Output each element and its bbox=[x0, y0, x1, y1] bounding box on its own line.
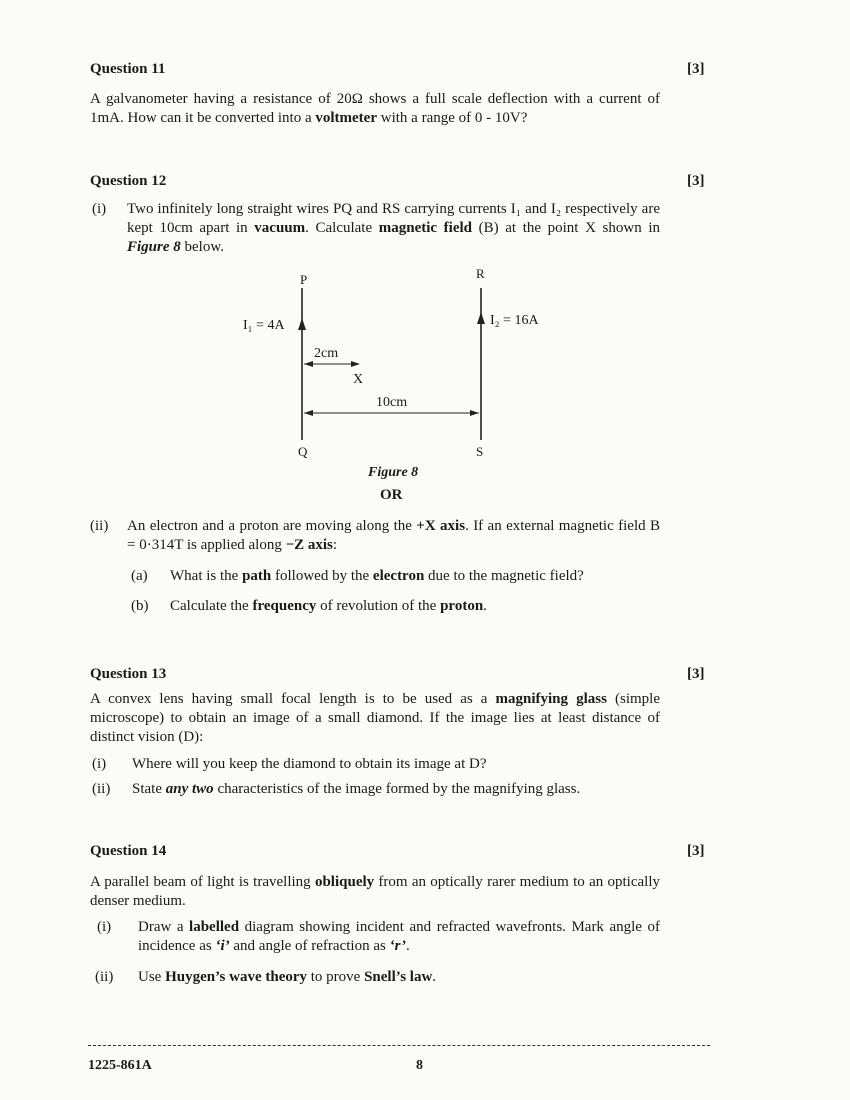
q12-sub-b-num: (b) bbox=[131, 598, 149, 614]
q12-marks: [3] bbox=[687, 173, 705, 189]
label-i2: I₂ = 16A bbox=[490, 313, 539, 328]
dim-10cm-arrow-right bbox=[470, 410, 479, 416]
q13-i-text: Where will you keep the diamond to obtain its image at D? bbox=[132, 756, 487, 772]
current-arrow-i1 bbox=[298, 318, 306, 330]
footer-code: 1225-861A bbox=[88, 1058, 152, 1073]
label-10cm: 10cm bbox=[376, 395, 408, 410]
q14-title: Question 14 bbox=[90, 843, 167, 859]
footer-rule bbox=[88, 1045, 710, 1046]
label-i1: I₁ = 4A bbox=[243, 318, 285, 333]
q14-marks: [3] bbox=[687, 843, 705, 859]
q11-text: A galvanometer having a resistance of 20Ω shows a full scale deflection with a current of 1mA. How can it be converted into a voltmeter with a range of 0 - 10V? bbox=[90, 91, 660, 126]
q12-part-ii-text: An electron and a proton are moving along the +X axis. If an external magnetic field B = 0·314T is applied along −Z axis: bbox=[127, 518, 660, 553]
figure-caption: Figure 8 bbox=[368, 465, 419, 480]
q12-title: Question 12 bbox=[90, 173, 167, 189]
q14-text: A parallel beam of light is travelling obliquely from an optically rarer medium to an optically denser medium. bbox=[90, 874, 660, 909]
q13-marks: [3] bbox=[687, 666, 705, 682]
figure-8-drawing bbox=[0, 0, 850, 520]
q14-i-text: Draw a labelled diagram showing incident and refracted wavefronts. Mark angle of incidence as ‘i’ and angle of refraction as ‘r’. bbox=[138, 919, 660, 954]
q12-sub-a-text: What is the path followed by the electron due to the magnetic field? bbox=[170, 568, 584, 584]
q13-text: A convex lens having small focal length is to be used as a magnifying glass (simple microscope) to obtain an image of a small diamond. If the image lies at least distance of distinct vision (D): bbox=[90, 691, 660, 745]
label-q: Q bbox=[298, 444, 308, 459]
q12-part-i-text: Two infinitely long straight wires PQ and RS carrying currents I₁ and I₂ respectively are kept 10cm apart in vacuum. Calculate magnetic field (B) at the point X shown in Figure 8 below. bbox=[127, 201, 660, 255]
label-r: R bbox=[476, 266, 485, 281]
current-arrow-i2 bbox=[477, 312, 485, 324]
q14-ii-text: Use Huygen’s wave theory to prove Snell’s law. bbox=[138, 969, 437, 985]
label-2cm: 2cm bbox=[314, 346, 339, 361]
or-divider: OR bbox=[380, 487, 403, 503]
q12-part-i-num: (i) bbox=[92, 201, 107, 217]
dim-2cm-arrow-right bbox=[351, 361, 360, 367]
label-p: P bbox=[300, 272, 308, 287]
q11-marks: [3] bbox=[687, 61, 705, 77]
q11-title: Question 11 bbox=[90, 61, 166, 77]
q14-i-num: (i) bbox=[97, 919, 112, 935]
q13-ii-num: (ii) bbox=[92, 781, 111, 797]
q13-title: Question 13 bbox=[90, 666, 167, 682]
q13-i-num: (i) bbox=[92, 756, 107, 772]
q12-part-ii-num: (ii) bbox=[90, 518, 109, 534]
q12-sub-a-num: (a) bbox=[131, 568, 148, 584]
dim-10cm-arrow-left bbox=[304, 410, 313, 416]
page-number: 8 bbox=[416, 1058, 423, 1073]
figure-8 bbox=[0, 0, 850, 520]
q13-ii-text: State any two characteristics of the image formed by the magnifying glass. bbox=[132, 781, 581, 797]
q12-sub-b-text: Calculate the frequency of revolution of the proton. bbox=[170, 598, 487, 614]
label-x: X bbox=[353, 372, 364, 387]
label-s: S bbox=[476, 444, 484, 459]
dim-2cm-arrow-left bbox=[304, 361, 313, 367]
q14-ii-num: (ii) bbox=[95, 969, 114, 985]
